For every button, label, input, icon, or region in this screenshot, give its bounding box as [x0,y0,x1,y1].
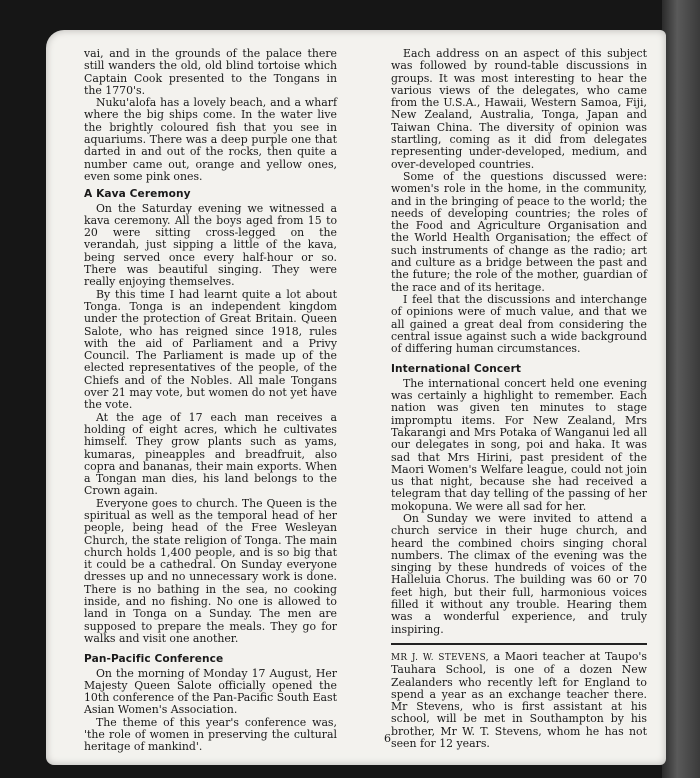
paragraph: The international concert held one evening was certainly a highlight to remember. Each nation was given ten minutes to stage impromptu items. For New Zealand, Mrs Takarangi and Mrs Potaka of Wanganui led all our delegates in song, poi and haka. It was sad that Mrs Hirini, past president of the Maori Women's Welfare league, could not join us that night, because she had received a telegram that day telling of the passing of her mokopuna. We were all sad for her. [391,376,647,513]
paragraph: On the Saturday evening we witnessed a kava ceremony. All the boys aged from 15 to 20 were sitting cross-legged on the verandah, just sipping a little of the kava, being served once every half-hour or so. There was beautiful singing. They were really enjoying themselves. [84,201,337,289]
left-column [84,48,337,754]
paragraph: Some of the questions discussed were: women's role in the home, in the community, and in the bringing of peace to the world; the needs of developing countries; the roles of the Food and Agriculture Organisation and the World Health Organisation; the effect of such instruments of change as the radio; art and culture as a bridge between the past and the future; the role of the mother, guardian of the race and of its heritage. [391,169,647,294]
paragraph: On the morning of Monday 17 August, Her Majesty Queen Salote officially opened the 10th conference of the Pan-Pacific South East Asian Women's Association. [84,666,337,717]
paragraph: Each address on an aspect of this subject was followed by round-table discussions in groups. It was most interesting to hear the various views of the delegates, who came from the U.S.A., Hawaii, Western Samoa, Fiji, New Zealand, Australia, Tonga, Japan and Taiwan China. The diversity of opinion was startling, coming as it did from delegates representing under-developed, medium, and over-developed countries. [391,47,647,171]
section-heading-international-concert: International Concert [391,363,522,376]
news-note-lead: MR J. W. STEVENS, [391,652,489,663]
paragraph: vai, and in the grounds of the palace there still wanders the old, old blind tortoise which Captain Cook presented to the Tongans in the 1770's. [84,47,337,97]
paragraph: I feel that the discussions and interchange of opinions were of much value, and that we all gained a great deal from considering the central issue against such a wide background of differing human circumstances. [391,292,647,356]
paragraph: Nuku'alofa has a lovely beach, and a wharf where the big ships come. In the water live the brightly coloured fish that you see in aquariums. There was a deep purple one that darted in and out of the rocks, then quite a number came out, orange and yellow ones, even some pink ones. [84,96,337,183]
right-column [391,48,647,750]
section-heading-pan-pacific-conference: Pan-Pacific Conference [84,653,224,666]
paragraph: On Sunday we were invited to attend a church service in their huge church, and heard the combined choirs singing choral numbers. The climax of the evening was the singing by these hundreds of voices of the Halleluia Chorus. The building was 60 or 70 feet high, but their full, harmonious voices filled it without any trouble. Hearing them was a wonderful experience, and truly inspiring. [391,511,647,636]
book-spine [662,0,700,778]
news-note-body: a Maori teacher at Taupo's Tauhara School, is one of a dozen New Zealanders who recently left for England to spend a year as an exchange teacher there. Mr Stevens, who is first assistant at his school, will be met in Southampton by his brother, Mr W. T. Stevens, whom he has not seen for 12 years. [391,649,647,751]
paragraph: The theme of this year's conference was, 'the role of women in preserving the cultural heritage of mankind'. [84,715,337,754]
news-note [391,651,647,750]
paragraph: By this time I had learnt quite a lot about Tonga. Tonga is an independent kingdom under the protection of Great Britain. Queen Salote, who has reigned since 1918, rules with the aid of Parliament and a Privy Council. The Parliament is made up of the elected representatives of the people, of the Chiefs and of the Nobles. All male Tongans over 21 may vote, but women do not yet have the vote. [84,287,337,412]
section-divider [391,643,647,645]
paragraph: At the age of 17 each man receives a holding of eight acres, which he cultivates himself. They grow plants such as yams, kumaras, pineapples and breadfruit, also copra and bananas, their main exports. When a Tongan man dies, his land belongs to the Crown again. [84,410,337,498]
section-heading-kava-ceremony: A Kava Ceremony [84,188,191,201]
page-number: 6 [384,732,391,745]
paragraph: Everyone goes to church. The Queen is the spiritual as well as the temporal head of her people, being head of the Free Wesleyan Church, the state religion of Tonga. The main church holds 1,400 people, and is so big that it could be a cathedral. On Sunday everyone dresses up and no unnecessary work is done. There is no bathing in the sea, no cooking inside, and no fishing. No one is allowed to land in Tonga on a Sunday. The men are supposed to prepare the meals. They go for walks and visit one another. [84,496,337,645]
